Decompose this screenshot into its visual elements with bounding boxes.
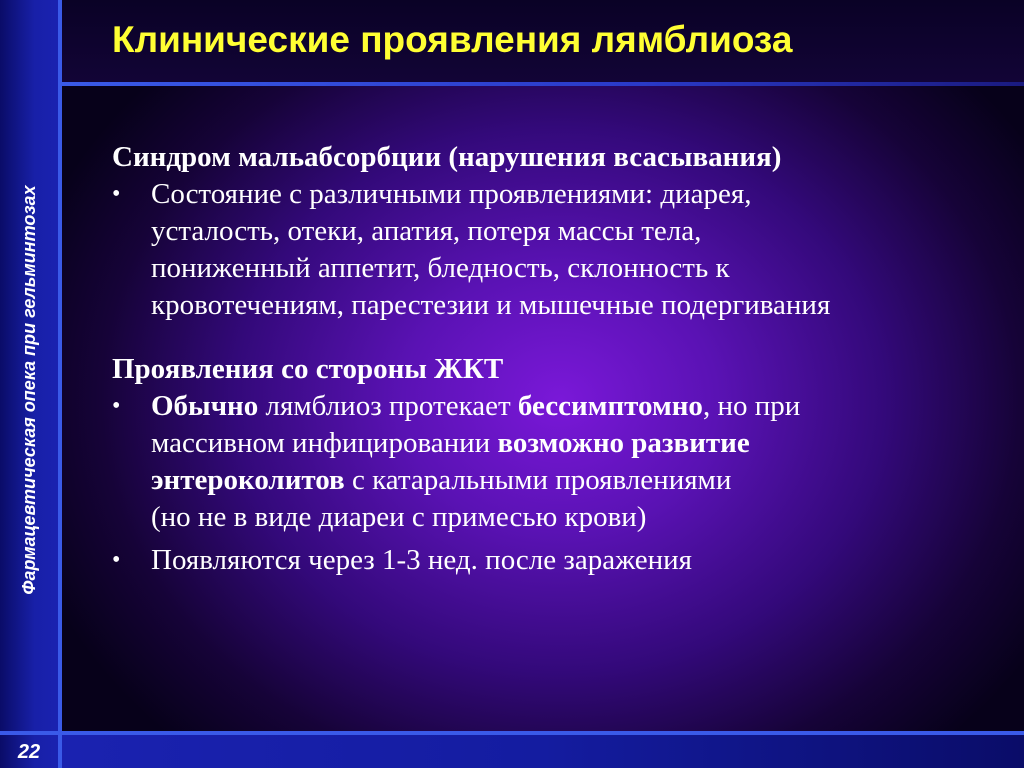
footer-band: [62, 735, 1024, 768]
bullet-line: (но не в виде диареи с примесью крови): [151, 501, 647, 533]
bullet-line: кровотечениям, парестезии и мышечные подергивания: [151, 289, 831, 321]
list-item: [112, 542, 992, 579]
bullet-line: Появляются через 1-3 нед. после заражения: [151, 544, 692, 576]
bullet-line: Состояние с различными проявлениями: диарея,: [151, 178, 752, 210]
slide-title: Клинические проявления лямблиоза: [112, 19, 793, 60]
section-heading-gi: Проявления со стороны ЖКТ: [112, 353, 504, 385]
section-heading-malabsorption: Синдром мальабсорбции (нарушения всасывания): [112, 141, 782, 173]
slide-content: [112, 138, 992, 579]
emphasis-text: бессимптомно: [517, 390, 703, 422]
list-item: [112, 388, 992, 536]
title-divider-line: [62, 82, 1024, 86]
side-title: Фармацевтическая опека при гельминтозах: [19, 185, 39, 595]
bullet-list-gi: [112, 388, 992, 579]
bullet-icon: •: [112, 547, 121, 573]
bullet-line: [151, 388, 992, 425]
bullet-icon: •: [112, 181, 121, 207]
bullet-icon: •: [112, 393, 121, 419]
emphasis-text: Обычно: [151, 390, 259, 422]
bullet-line: [151, 462, 992, 499]
plain-text: , но при: [702, 390, 801, 422]
emphasis-text: возможно развитие: [497, 427, 750, 459]
bullet-line: [151, 425, 992, 462]
left-divider-line: [58, 0, 62, 768]
bullet-list-malabsorption: [112, 176, 992, 324]
plain-text: с катаральными проявлениями: [344, 464, 732, 496]
bullet-line: пониженный аппетит, бледность, склонность к: [151, 252, 730, 284]
section-gap: [112, 324, 992, 350]
plain-text: массивном инфицировании: [151, 427, 498, 459]
page-number: 22: [17, 741, 41, 763]
bullet-line: усталость, отеки, апатия, потеря массы тела,: [151, 215, 702, 247]
list-item: [112, 176, 992, 324]
emphasis-text: энтероколитов: [151, 464, 345, 496]
plain-text: лямблиоз протекает: [258, 390, 518, 422]
